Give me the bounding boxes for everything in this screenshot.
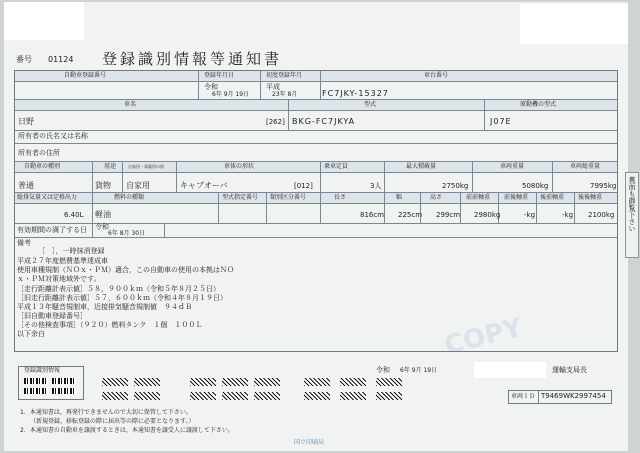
qr-code (340, 378, 366, 386)
body-label: 車体の形状 (224, 163, 255, 170)
remarks-line: 平成２７年度燃費基準達成車 (17, 257, 108, 265)
gross: 7995kg (590, 182, 617, 190)
max-load: 2750kg (442, 182, 469, 190)
divider (122, 162, 123, 192)
remarks-line: ［走行距離計表示値］５８，９００ｋｍ（令和５年８月２５日） (17, 285, 220, 293)
gross-label: 車両総重量 (570, 163, 601, 170)
qr-code (190, 378, 216, 386)
divider (92, 193, 93, 223)
remarks-line: 使用車種規制（ＮＯｘ・ＰＭ）適合，この自動車の使用の本拠はＮＯ (17, 266, 234, 274)
reg-info-barcode (24, 378, 48, 384)
divider (15, 143, 617, 144)
divider (176, 162, 177, 192)
qr-code (134, 378, 160, 386)
inspection-label: 有効期間の満了する日 (17, 226, 87, 234)
redacted-top-left (4, 2, 84, 40)
kind-label: 自動車の種別 (24, 163, 61, 170)
length: 816cm (360, 211, 385, 219)
side-note: 裏面も御覧下さい (628, 176, 636, 232)
qr-code (304, 392, 330, 400)
issue-era: 令和 (376, 366, 390, 374)
copy-watermark: COPY (441, 312, 526, 362)
qr-code (376, 392, 402, 400)
remarks-line: 平成１３年騒音規制車，近接排気騒音規制値 ９４ｄＢ (17, 303, 192, 311)
width-label: 幅 (396, 194, 403, 201)
divider (320, 71, 321, 99)
qr-code (190, 392, 216, 400)
ff-axle-label: 前前軸重 (466, 194, 491, 201)
footer-note: 2．本通知書の自動車を譲渡するときは，本通知書を譲受人に譲渡して下さい。 (20, 427, 234, 434)
qr-code (134, 392, 160, 400)
engine: J07E (490, 117, 512, 126)
first-era: 平成 (266, 83, 280, 91)
redacted-top-right (520, 4, 628, 44)
remarks-line: ［旧走行距離計表示値］５７，６００ｋｍ（令和４年８月１９日） (17, 294, 227, 302)
engine-label: 原動機の型式 (520, 101, 557, 108)
private-biz-label: 自家用・事業用の別 (128, 164, 164, 169)
divider (15, 110, 617, 111)
displacement: 6.40L (64, 211, 84, 219)
max-load-label: 最大積載量 (406, 163, 437, 170)
divider (384, 162, 385, 192)
remarks-line: 以下余白 (17, 330, 45, 338)
divider (15, 237, 617, 238)
divider (384, 193, 385, 223)
reg-date-label: 登録年月日 (204, 72, 235, 79)
doc-title: 登録識別情報等通知書 (102, 50, 283, 68)
qr-code (222, 378, 248, 386)
divider (288, 100, 289, 130)
divider (472, 162, 473, 192)
divider (164, 223, 165, 237)
inspection-date: 6年 8月 30日 (108, 230, 146, 237)
divider (92, 223, 93, 237)
divider (460, 193, 461, 223)
body: キャブオーバ (180, 181, 228, 190)
doc-no: 01124 (48, 55, 74, 64)
reg-info-barcode (52, 378, 76, 384)
reg-info-label: 登録識別情報 (24, 367, 61, 374)
qr-code (304, 378, 330, 386)
maker-label: 車名 (124, 101, 137, 108)
divider (15, 203, 617, 204)
capacity: 3人 (370, 182, 382, 190)
divider (484, 100, 485, 130)
divider (552, 162, 553, 192)
first-reg-label: 初度登録年月 (266, 72, 303, 79)
qr-code (254, 392, 280, 400)
divider (320, 162, 321, 192)
footer-note: 1．本通知書は，再発行できませんので大切に保管して下さい。 (20, 409, 192, 416)
rr-axle-label: 後後軸重 (578, 194, 603, 201)
private-biz: 自家用 (126, 181, 150, 190)
rf-axle: -kg (562, 211, 574, 219)
displacement-label: 総排気量又は定格出力 (17, 194, 78, 201)
divider (574, 193, 575, 223)
width: 225cm (398, 211, 423, 219)
divider (538, 391, 539, 403)
first-date: 23年 8月 (272, 91, 298, 98)
inspection-era: 令和 (95, 223, 109, 231)
model-label: 型式 (364, 101, 377, 108)
divider (218, 193, 219, 223)
fuel: 軽油 (95, 210, 111, 219)
document-paper (4, 2, 628, 451)
issue-date: 6年 9月 19日 (400, 367, 438, 374)
owner-name-label: 所有者の氏名又は名称 (18, 132, 88, 140)
height: 299cm (436, 211, 461, 219)
footer-note: （新規登録，移転登録の際に届出等の際に必要となります。） (30, 418, 195, 425)
divider (198, 71, 199, 99)
length-label: 長さ (334, 194, 347, 201)
vehicle-id-label: 車両ＩＤ (511, 393, 536, 400)
qr-code (102, 392, 128, 400)
designation-label: 型式指定番号 (222, 194, 259, 201)
remarks-line: ［旧自動車登録番号］ (17, 312, 87, 320)
reg-era: 令和 (204, 83, 218, 91)
rr-axle: 2100kg (588, 211, 615, 219)
divider (15, 172, 617, 173)
qr-code (340, 392, 366, 400)
model-code: [262] (266, 118, 285, 126)
chassis-label: 車台番号 (424, 72, 449, 79)
qr-code (376, 378, 402, 386)
divider (266, 193, 267, 223)
use: 貨物 (95, 181, 111, 190)
remarks-label: 備考 (17, 239, 31, 247)
divider (15, 81, 617, 82)
kind: 普通 (18, 181, 34, 190)
divider (320, 193, 321, 223)
use-label: 用途 (104, 163, 117, 170)
ff-axle: 2980kg (474, 211, 501, 219)
issuer: 運輸支局長 (552, 366, 587, 374)
remarks-line: ［ ］，一時抹消登録 (38, 247, 105, 255)
divider (260, 71, 261, 99)
weight-label: 車両重量 (500, 163, 525, 170)
remarks-line: ｘ・ＰＭ対策地域外です。 (17, 275, 101, 283)
height-label: 高さ (430, 194, 443, 201)
capacity-label: 乗車定員 (324, 163, 349, 170)
divider (536, 193, 537, 223)
qr-code (222, 392, 248, 400)
doc-no-label: 番号 (16, 55, 32, 64)
qr-code (102, 378, 128, 386)
maker: 日野 (18, 117, 34, 126)
qr-code (254, 378, 280, 386)
model: BKG-FC7JKYA (292, 117, 356, 126)
reg-info-barcode (52, 388, 76, 394)
remarks-line: ［その他検査事項］（９２０）燃料タンク １個 １００Ｌ (17, 321, 203, 329)
printer-mark: 国立印刷局 (294, 439, 325, 446)
vehicle-id: T9469WK2997454 (541, 392, 606, 400)
rf-axle-label: 後前軸重 (540, 194, 565, 201)
fuel-label: 燃料の種類 (114, 194, 145, 201)
body-code: [012] (294, 182, 313, 190)
owner-address-label: 所有者の住所 (18, 149, 60, 157)
reg-no-label: 自動車登録番号 (64, 72, 107, 79)
fr-axle-label: 前後軸重 (504, 194, 529, 201)
category-label: 類別区分番号 (270, 194, 307, 201)
reg-info-barcode (24, 388, 48, 394)
reg-date: 6年 9月 19日 (212, 91, 250, 98)
divider (92, 162, 93, 192)
weight: 5080kg (522, 182, 549, 190)
divider (15, 130, 617, 131)
chassis-no: FC7JKY-15327 (322, 89, 389, 98)
fr-axle: -kg (524, 211, 536, 219)
redacted-office (474, 362, 546, 378)
